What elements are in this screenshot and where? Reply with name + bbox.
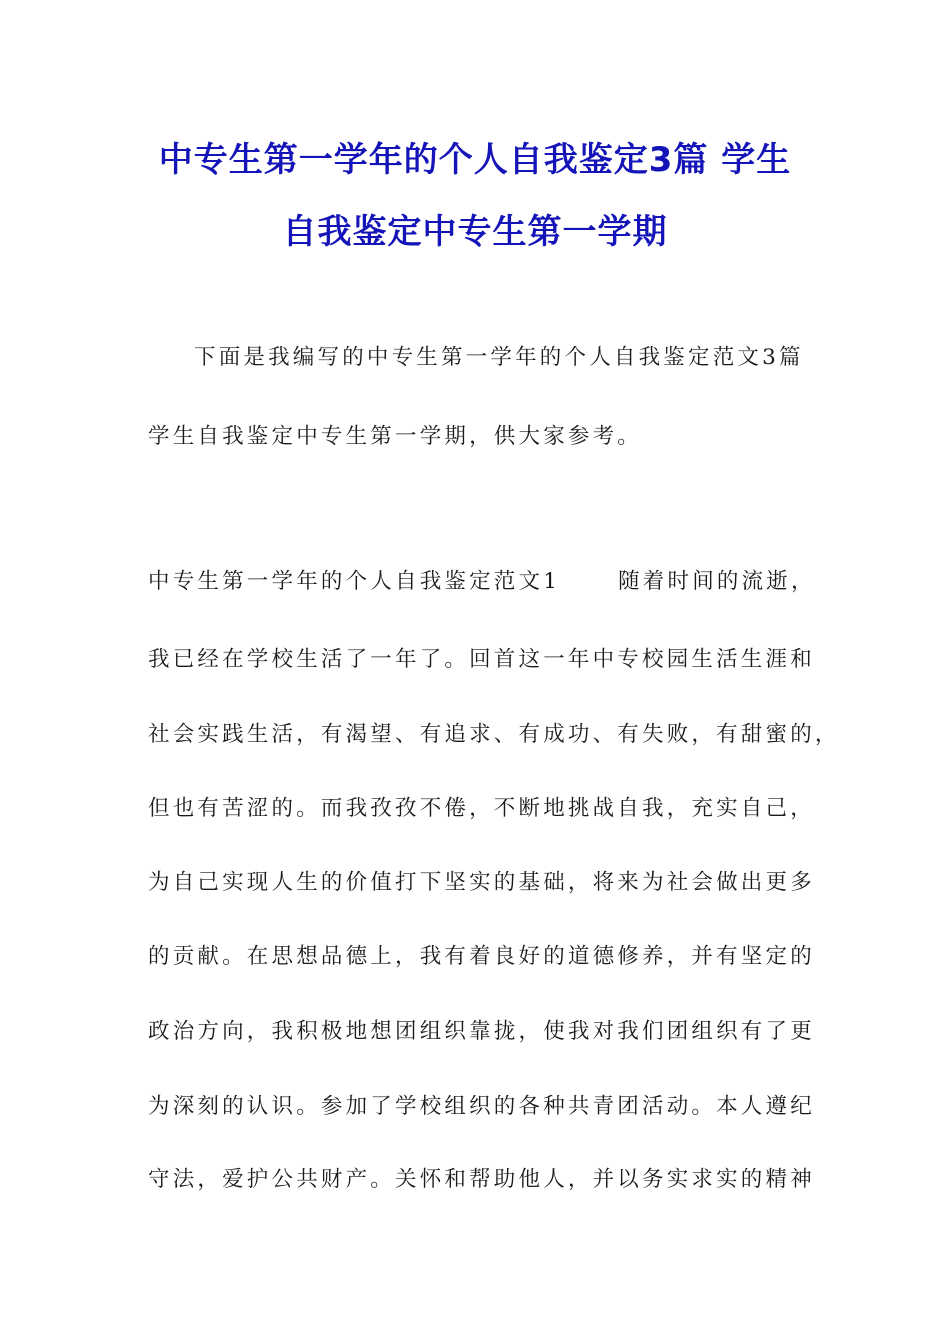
document-title-line-1: 中专生第一学年的个人自我鉴定3篇 学生 bbox=[158, 140, 792, 180]
body-line: 我已经在学校生活了一年了。回首这一年中专校园生活生涯和 bbox=[148, 647, 815, 672]
body-line: 社会实践生活，有渴望、有追求、有成功、有失败，有甜蜜的， bbox=[148, 722, 840, 747]
body-line: 政治方向，我积极地想团组织靠拢，使我对我们团组织有了更 bbox=[148, 1019, 815, 1044]
intro-line-1: 下面是我编写的中专生第一学年的个人自我鉴定范文3篇 bbox=[194, 345, 804, 370]
body-line: 守法，爱护公共财产。关怀和帮助他人，并以务实求实的精神 bbox=[148, 1167, 815, 1192]
intro-line-2: 学生自我鉴定中专生第一学期，供大家参考。 bbox=[148, 424, 643, 449]
section-1-first-words: 随着时间的流逝， bbox=[618, 569, 816, 594]
body-line: 为深刻的认识。参加了学校组织的各种共青团活动。本人遵纪 bbox=[148, 1094, 815, 1119]
body-line: 的贡献。在思想品德上，我有着良好的道德修养，并有坚定的 bbox=[148, 944, 815, 969]
body-line: 但也有苦涩的。而我孜孜不倦，不断地挑战自我，充实自己， bbox=[148, 796, 815, 821]
document-title-line-2: 自我鉴定中专生第一学期 bbox=[282, 212, 668, 252]
body-line: 为自己实现人生的价值打下坚实的基础，将来为社会做出更多 bbox=[148, 870, 815, 895]
section-1-heading: 中专生第一学年的个人自我鉴定范文1 bbox=[148, 569, 561, 594]
section-1-first-line bbox=[148, 567, 816, 597]
